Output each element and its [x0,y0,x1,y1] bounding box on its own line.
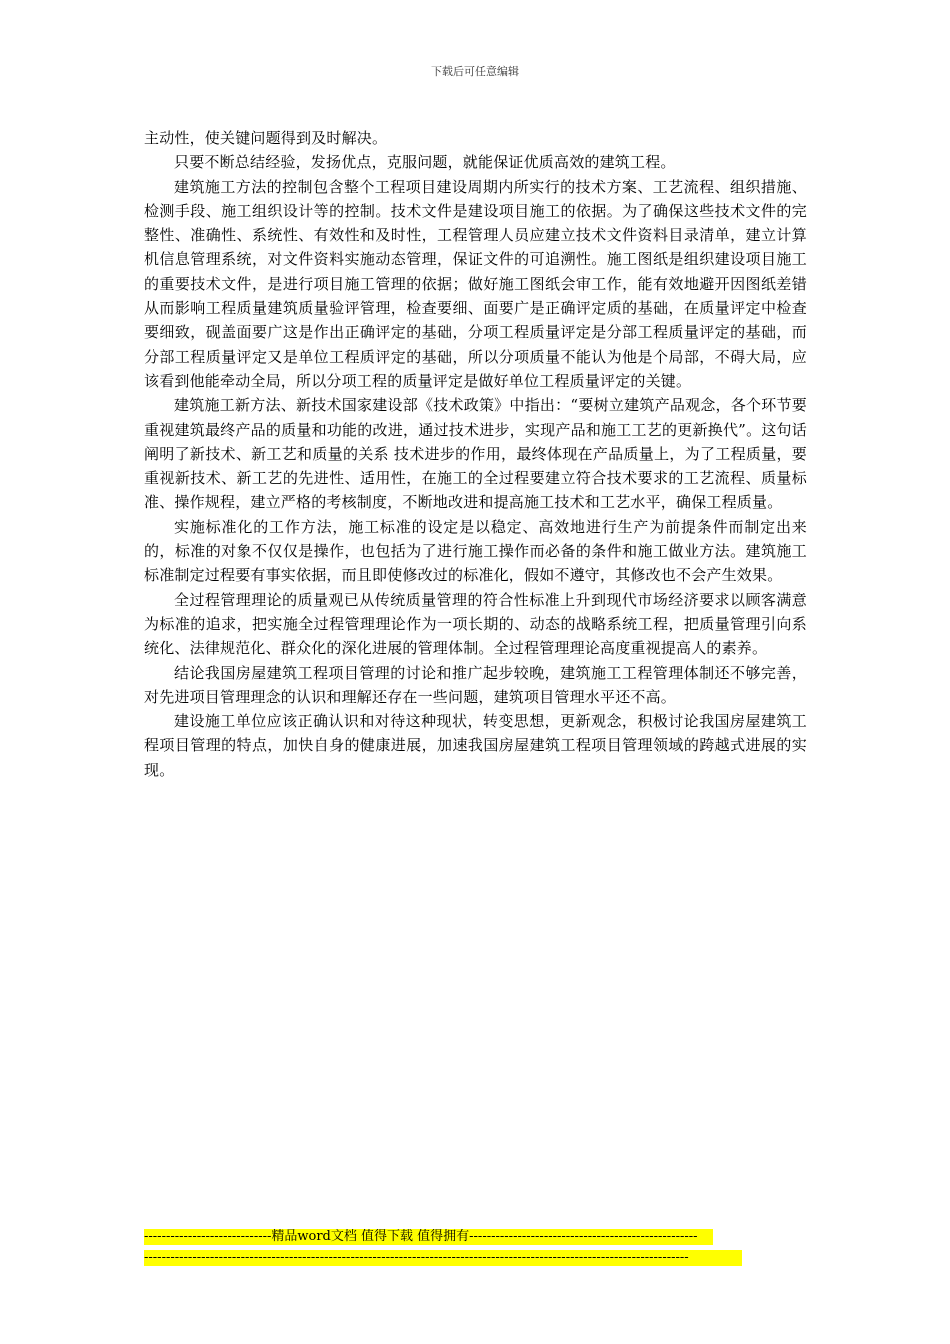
footer-line [144,1229,744,1250]
paragraph: 建筑施工方法的控制包含整个工程项目建设周期内所实行的技术方案、工艺流程、组织措施、检测手段、施工组织设计等的控制。技术文件是建设项目施工的依据。为了确保这些技术文件的完整性、准确性、系统性、有效性和及时性，工程管理人员应建立技术文件资料目录清单，建立计算机信息管理系统，对文件资料实施动态管理，保证文件的可追溯性。施工图纸是组织建设项目施工的重要技术文件，是进行项目施工管理的依据；做好施工图纸会审工作，能有效地避开因图纸差错从而影响工程质量建筑质量验评管理，检查要细、面要广是正确评定质的基础，在质量评定中检查要细致，砚盖面要广这是作出正确评定的基础，分项工程质量评定是分部工程质量评定的基础，而分部工程质量评定又是单位工程质评定的基础，所以分项质量不能认为他是个局部，不碍大局，应该看到他能牵动全局，所以分项工程的质量评定是做好单位工程质量评定的关键。 [144,177,807,390]
page-header: 下载后可任意编辑 [431,65,519,78]
paragraph: 建筑施工新方法、新技术国家建设部《技术政策》中指出：“要树立建筑产品观念，各个环节要重视建筑最终产品的质量和功能的改进，通过技术进步，实现产品和施工工艺的更新换代”。这句话阐明了新技术、新工艺和质量的关系 技术进步的作用，最终体现在产品质量上，为了工程质量，要重视新技术、新工艺的先进性、适用性，在施工的全过程要建立符合技术要求的工艺流程、质量标准、操作规程，建立严格的考核制度，不断地改进和提高施工技术和工艺水平，确保工程质量。 [144,396,807,512]
paragraph: 建设施工单位应该正确认识和对待这种现状，转变思想，更新观念，积极讨论我国房屋建筑工程项目管理的特点，加快自身的健康进展，加速我国房屋建筑工程项目管理领域的跨越式进展的实现。 [144,712,807,779]
footer-banner [144,1229,744,1271]
paragraph: 结论我国房屋建筑工程项目管理的讨论和推广起步较晚，建筑施工工程管理体制还不够完善，对先进项目管理理念的认识和理解还存在一些问题，建筑项目管理水平还不高。 [144,663,807,706]
document-body [144,126,807,782]
footer-line [144,1250,744,1271]
paragraph-continuation: 主动性，使关键问题得到及时解决。 [144,129,388,147]
paragraph: 只要不断总结经验，发扬优点，克服问题，就能保证优质高效的建筑工程。 [174,153,676,172]
footer-highlight: -----------------------------精品word文档 值得下载 值得拥有---------------------------------------------------- [144,1229,713,1245]
paragraph: 实施标准化的工作方法，施工标准的设定是以稳定、高效地进行生产为前提条件而制定出来的，标准的对象不仅仅是操作，也包括为了进行施工操作而必备的条件和施工做业方法。建筑施工标准制定过程要有事实依据，而且即使修改过的标准化，假如不遵守，其修改也不会产生效果。 [144,517,807,585]
footer-highlight: ---------------------------------------------------------------------------------------------------------------------------- [144,1250,742,1266]
paragraph: 全过程管理理论的质量观已从传统质量管理的符合性标准上升到现代市场经济要求以顾客满意为标准的追求，把实施全过程管理理论作为一项长期的、动态的战略系统工程，把质量管理引向系统化、法律规范化、群众化的深化进展的管理体制。全过程管理理论高度重视提高人的素养。 [144,590,807,658]
